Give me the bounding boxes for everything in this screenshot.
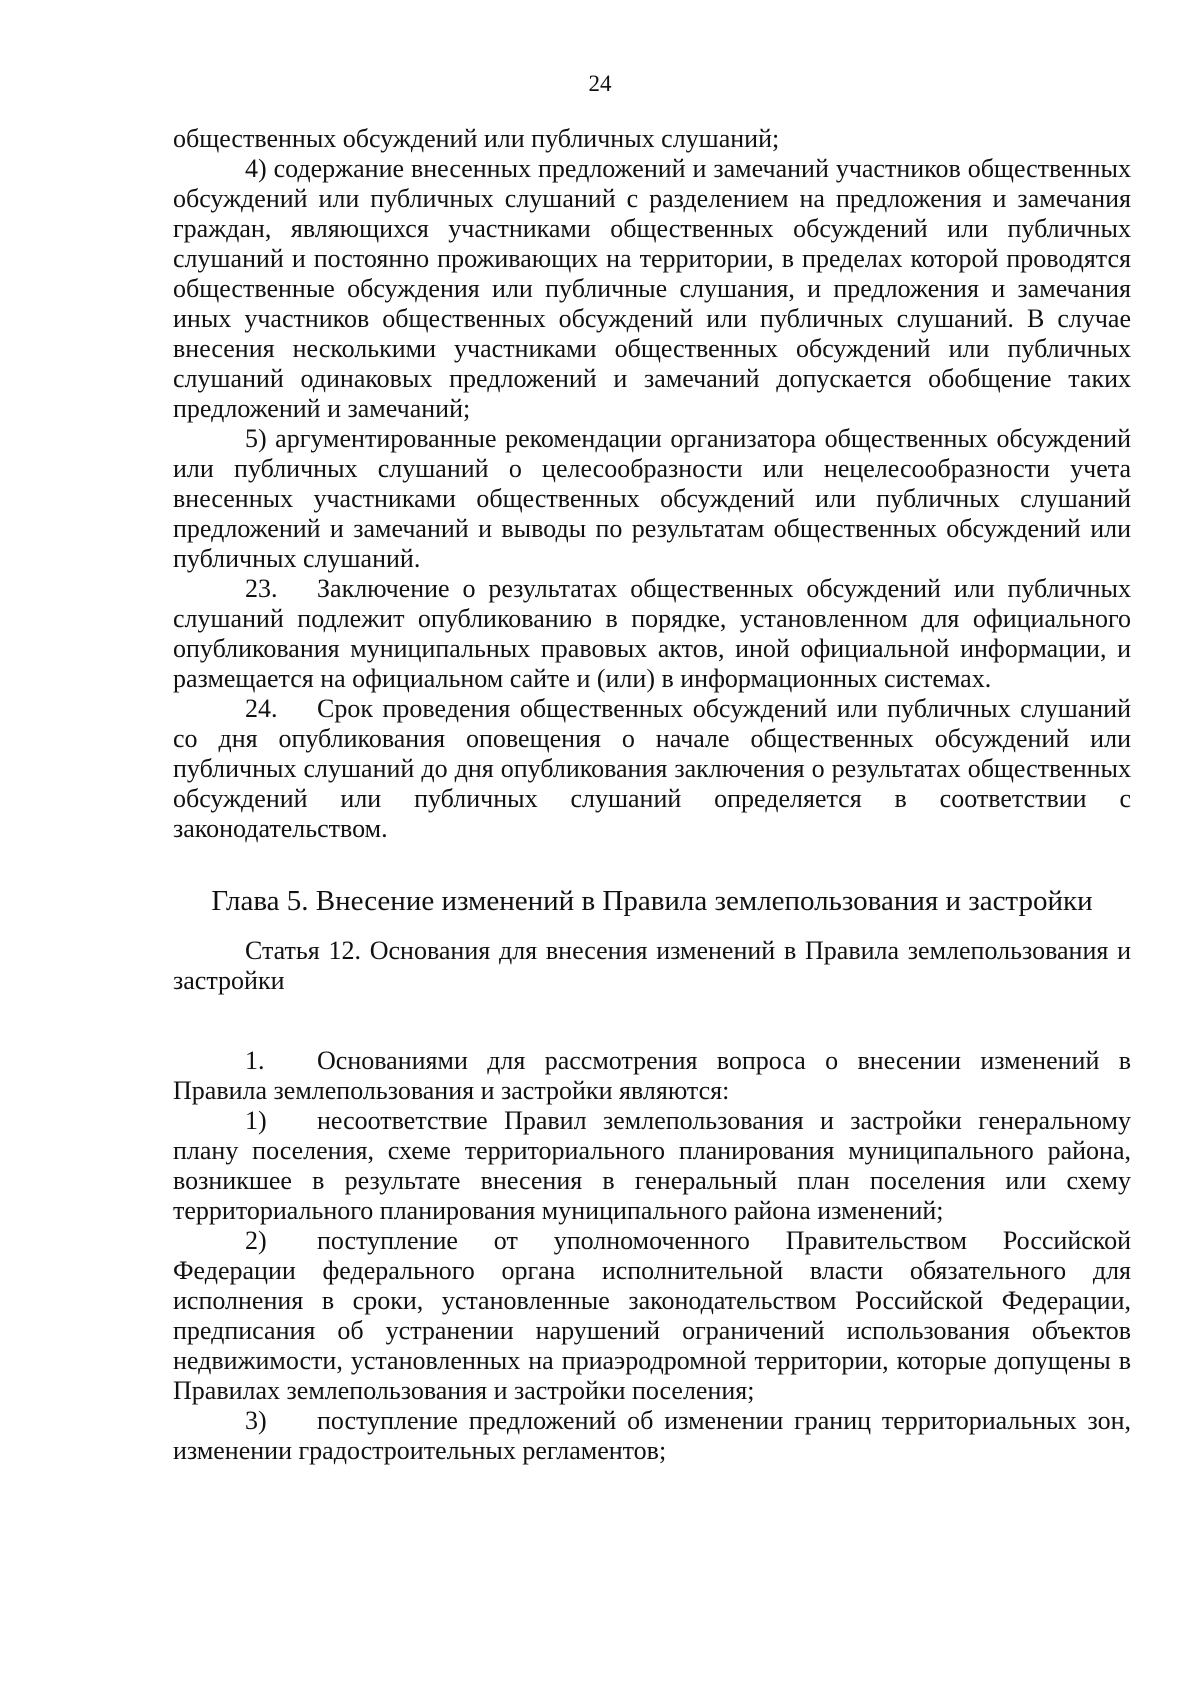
paragraph-text: поступление от уполномоченного Правительством Российской Федерации федерального органа исполнительной власти обязательного для исполнения в сроки, установленные законодательством Российской Федерации, предписания об устранении нарушений ограничений использования объектов недвижимости, установленных на приаэродромной территории, которые допущены в Правилах землепользования и застройки поселения;: [173, 1226, 1131, 1405]
paragraph-continuation: общественных обсуждений или публичных слушаний;: [173, 124, 780, 153]
paragraph-item-5: 5) аргументированные рекомендации организатора общественных обсуждений или публичных слушаний о целесообразности или нецелесообразности учета внесенных участниками общественных обсуждений или публичных слушаний предложений и замечаний и выводы по результатам общественных обсуждений или публичных слушаний.: [173, 424, 1131, 573]
item-number: 2): [245, 1226, 267, 1255]
paragraph-item-24: [173, 694, 1131, 844]
paragraph-text: Срок проведения общественных обсуждений или публичных слушаний со дня опубликования оповещения о начале общественных обсуждений или публичных слушаний до дня опубликования заключения о результатах общественных обсуждений или публичных слушаний определяется в соответствии с законодательством.: [173, 694, 1131, 843]
paragraph-point-1: [173, 1046, 1131, 1106]
spacer: [173, 996, 1131, 1046]
paragraph-sub-2: [173, 1226, 1131, 1406]
paragraph-item-23: [173, 574, 1131, 694]
document-body: [173, 124, 1131, 1466]
item-number: 1): [245, 1106, 267, 1135]
paragraph-text: поступление предложений об изменении границ территориальных зон, изменении градостроительных регламентов;: [173, 1406, 1131, 1465]
paragraph-text: Основаниями для рассмотрения вопроса о внесении изменений в Правила землепользования и застройки являются:: [173, 1046, 1131, 1105]
item-number: 24.: [245, 694, 278, 723]
item-number: 3): [245, 1406, 267, 1435]
item-number: 1.: [245, 1046, 265, 1075]
paragraph-text: Заключение о результатах общественных обсуждений или публичных слушаний подлежит опубликованию в порядке, установленном для официального опубликования муниципальных правовых актов, иной официальной информации, и размещается на официальном сайте и (или) в информационных системах.: [173, 574, 1131, 693]
page-number: 24: [588, 71, 612, 96]
paragraph-sub-3: [173, 1406, 1131, 1466]
item-number: 23.: [245, 574, 278, 603]
paragraph-item-4: 4) содержание внесенных предложений и замечаний участников общественных обсуждений или публичных слушаний с разделением на предложения и замечания граждан, являющихся участниками общественных обсуждений или публичных слушаний и постоянно проживающих на территории, в пределах которой проводятся общественные обсуждения или публичные слушания, и предложения и замечания иных участников общественных обсуждений или публичных слушаний. В случае внесения несколькими участниками общественных обсуждений или публичных слушаний одинаковых предложений и замечаний допускается обобщение таких предложений и замечаний;: [173, 154, 1131, 423]
paragraph-sub-1: [173, 1106, 1131, 1226]
paragraph-text: несоответствие Правил землепользования и застройки генеральному плану поселения, схеме территориального планирования муниципального района, возникшее в результате внесения в генеральный план поселения или схему территориального планирования муниципального района изменений;: [173, 1106, 1131, 1225]
chapter-title: Глава 5. Внесение изменений в Правила землепользования и застройки: [211, 885, 1093, 917]
article-title: Статья 12. Основания для внесения изменений в Правила землепользования и застройки: [173, 936, 1131, 995]
